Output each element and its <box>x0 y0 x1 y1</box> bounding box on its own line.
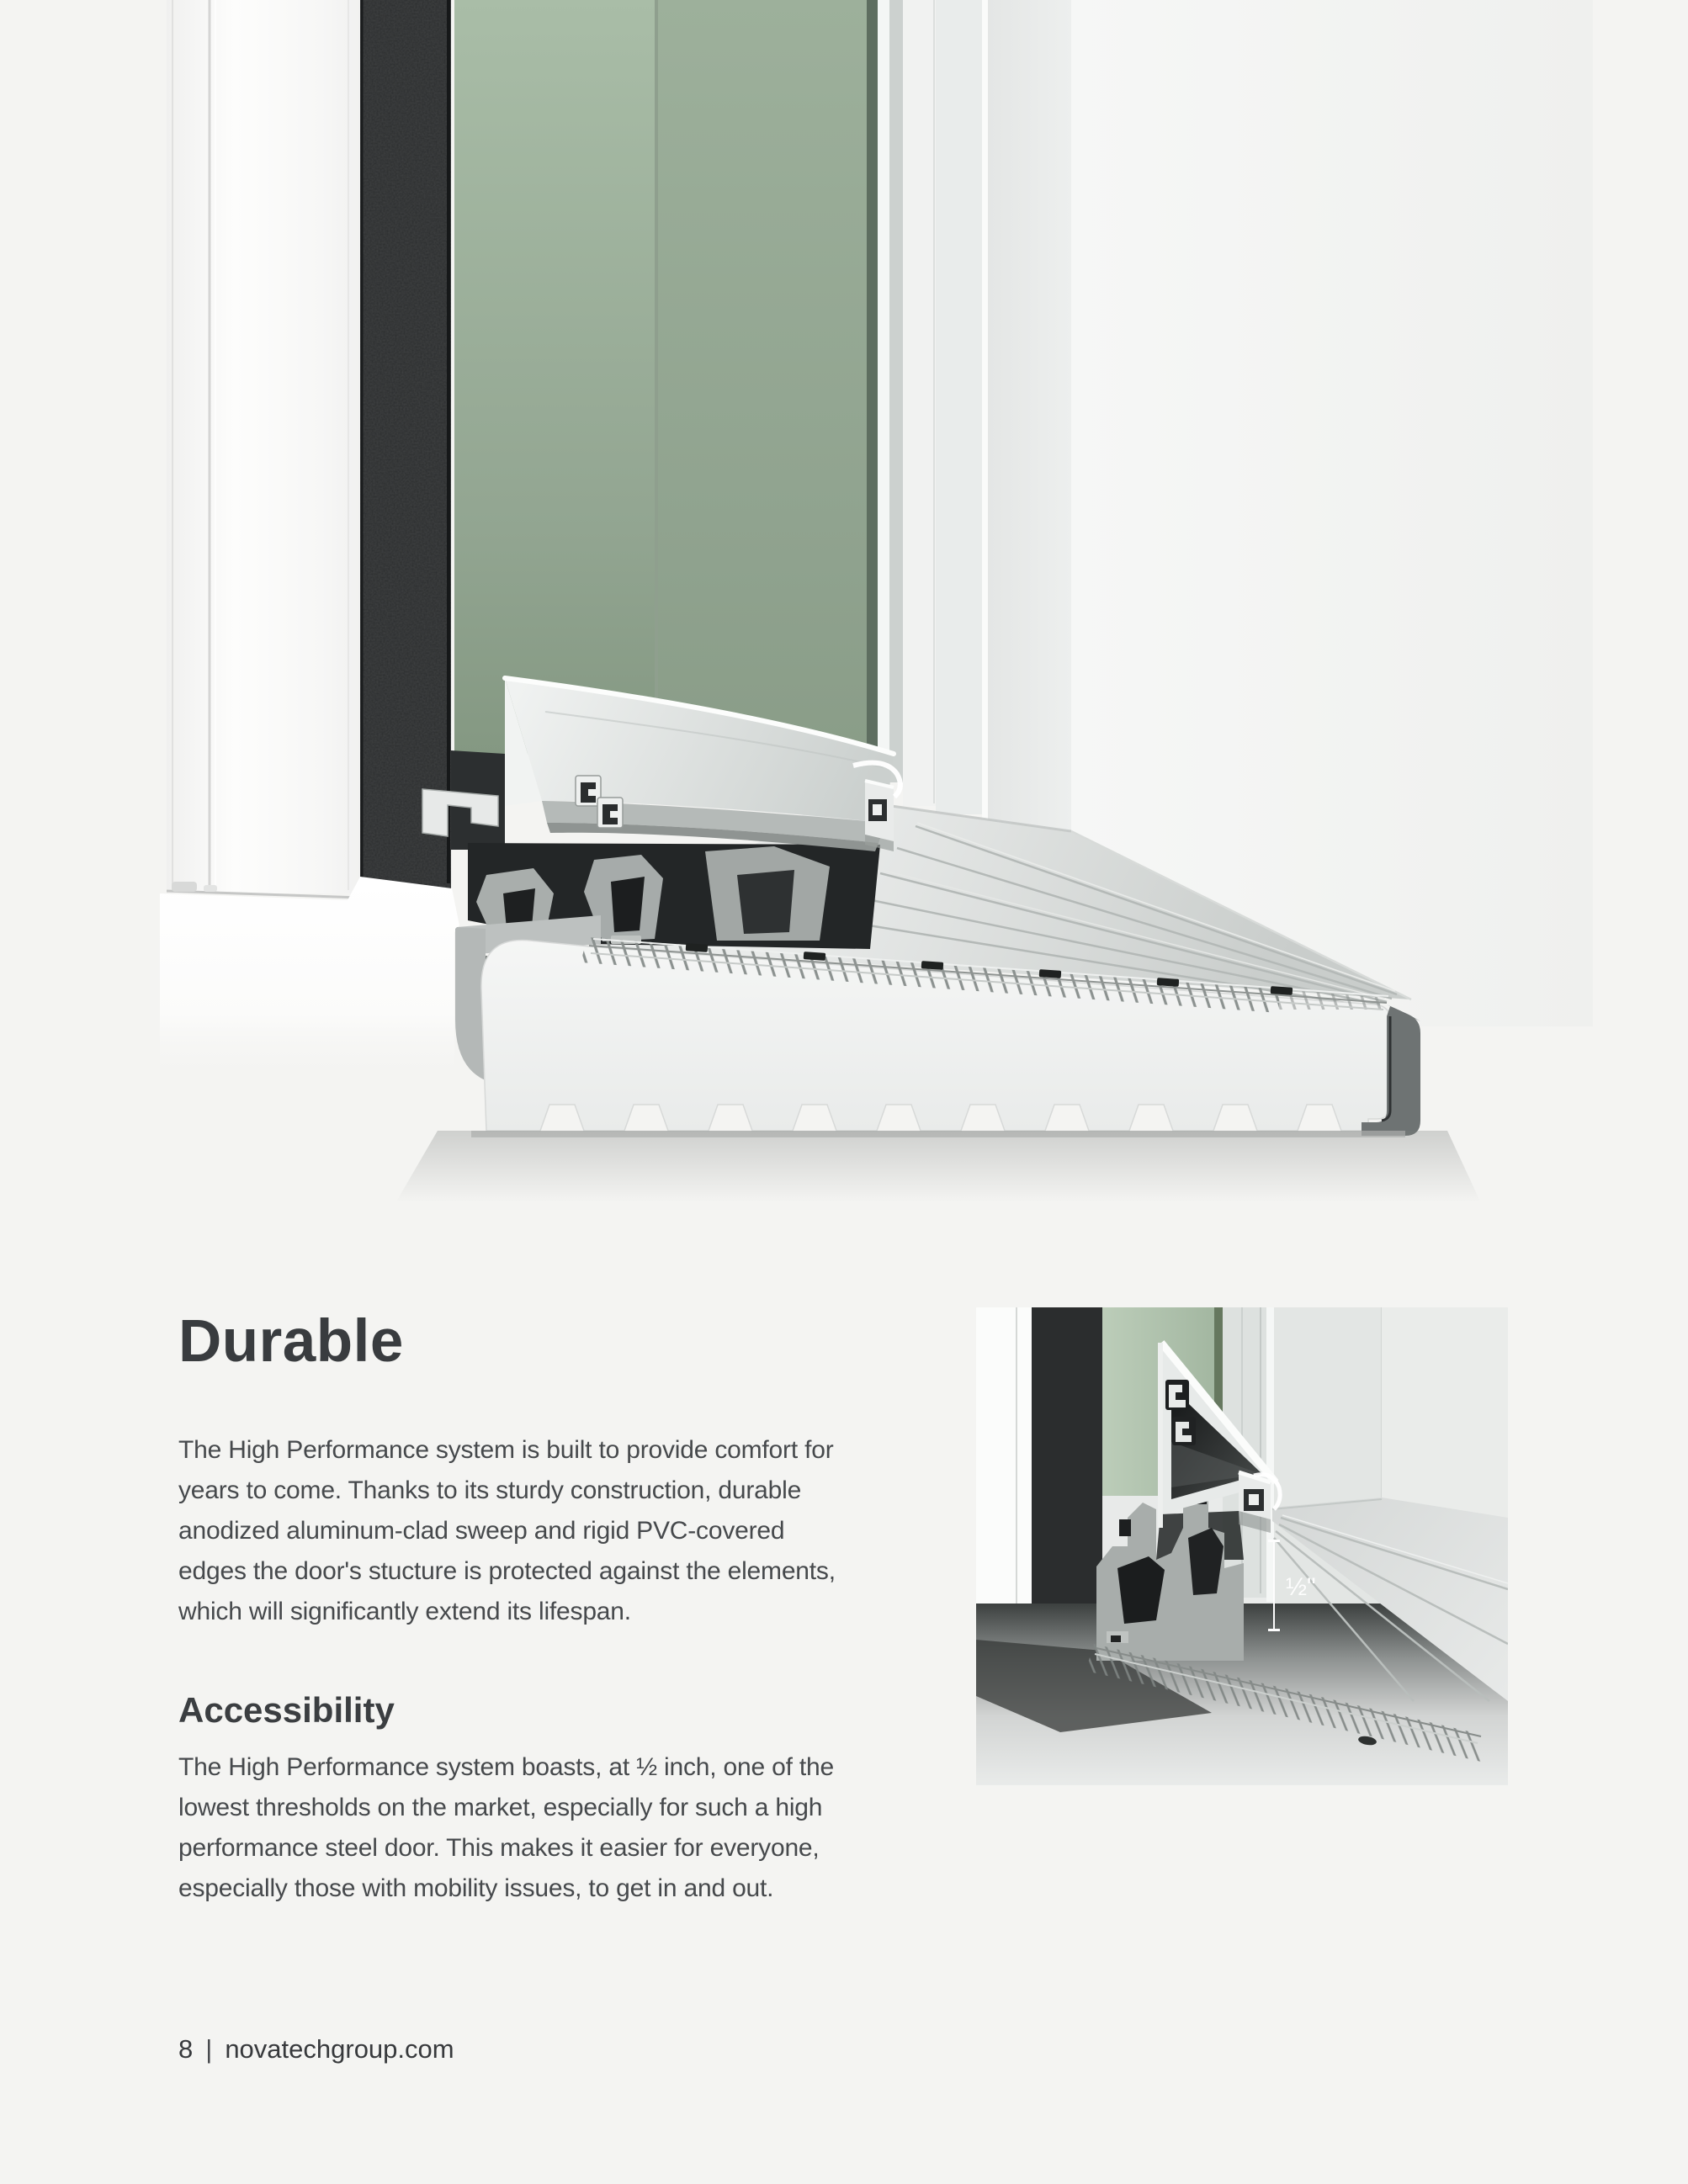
accessibility-line: The High Performance system boasts, at ½ inch, one of the <box>178 1753 835 1781</box>
page-title: Durable <box>178 1308 404 1375</box>
page-number: 8 <box>178 2034 194 2064</box>
inset-foam <box>1032 1307 1102 1615</box>
footer-website: novatechgroup.com <box>225 2034 454 2064</box>
foam-insulation <box>360 0 451 892</box>
glass-dark-edge <box>867 0 878 747</box>
intro-line: which will significantly extend its lifespan. <box>178 1598 631 1625</box>
threshold-detail-render <box>976 1307 1508 1785</box>
intro-line: years to come. Thanks to its sturdy construction, durable <box>178 1476 802 1504</box>
accessibility-heading: Accessibility <box>178 1690 395 1730</box>
intro-line: edges the door's stucture is protected against the elements, <box>178 1557 836 1585</box>
ground-shadow <box>395 1131 1481 1203</box>
intro-paragraph <box>178 1430 836 1632</box>
accessibility-line: lowest thresholds on the market, especially for such a high <box>178 1794 823 1821</box>
dimension-label: ½" <box>1286 1573 1316 1601</box>
glass-panel <box>658 0 867 749</box>
glass-panel-edge <box>454 0 655 757</box>
page-footer <box>178 2033 454 2066</box>
intro-line: The High Performance system is built to provide comfort for <box>178 1436 834 1464</box>
door-jamb <box>167 0 360 893</box>
intro-line: anodized aluminum-clad sweep and rigid PVC-covered <box>178 1517 785 1545</box>
accessibility-line: performance steel door. This makes it easier for everyone, <box>178 1834 820 1862</box>
inset-jamb <box>976 1307 1032 1617</box>
door-face <box>903 0 936 806</box>
footer-separator: | <box>205 2034 213 2064</box>
exterior-ground <box>160 877 459 1094</box>
inset-detail-image <box>976 1307 1508 1785</box>
accessibility-paragraph <box>178 1747 834 1909</box>
accessibility-line: especially those with mobility issues, to get in and out. <box>178 1874 774 1902</box>
